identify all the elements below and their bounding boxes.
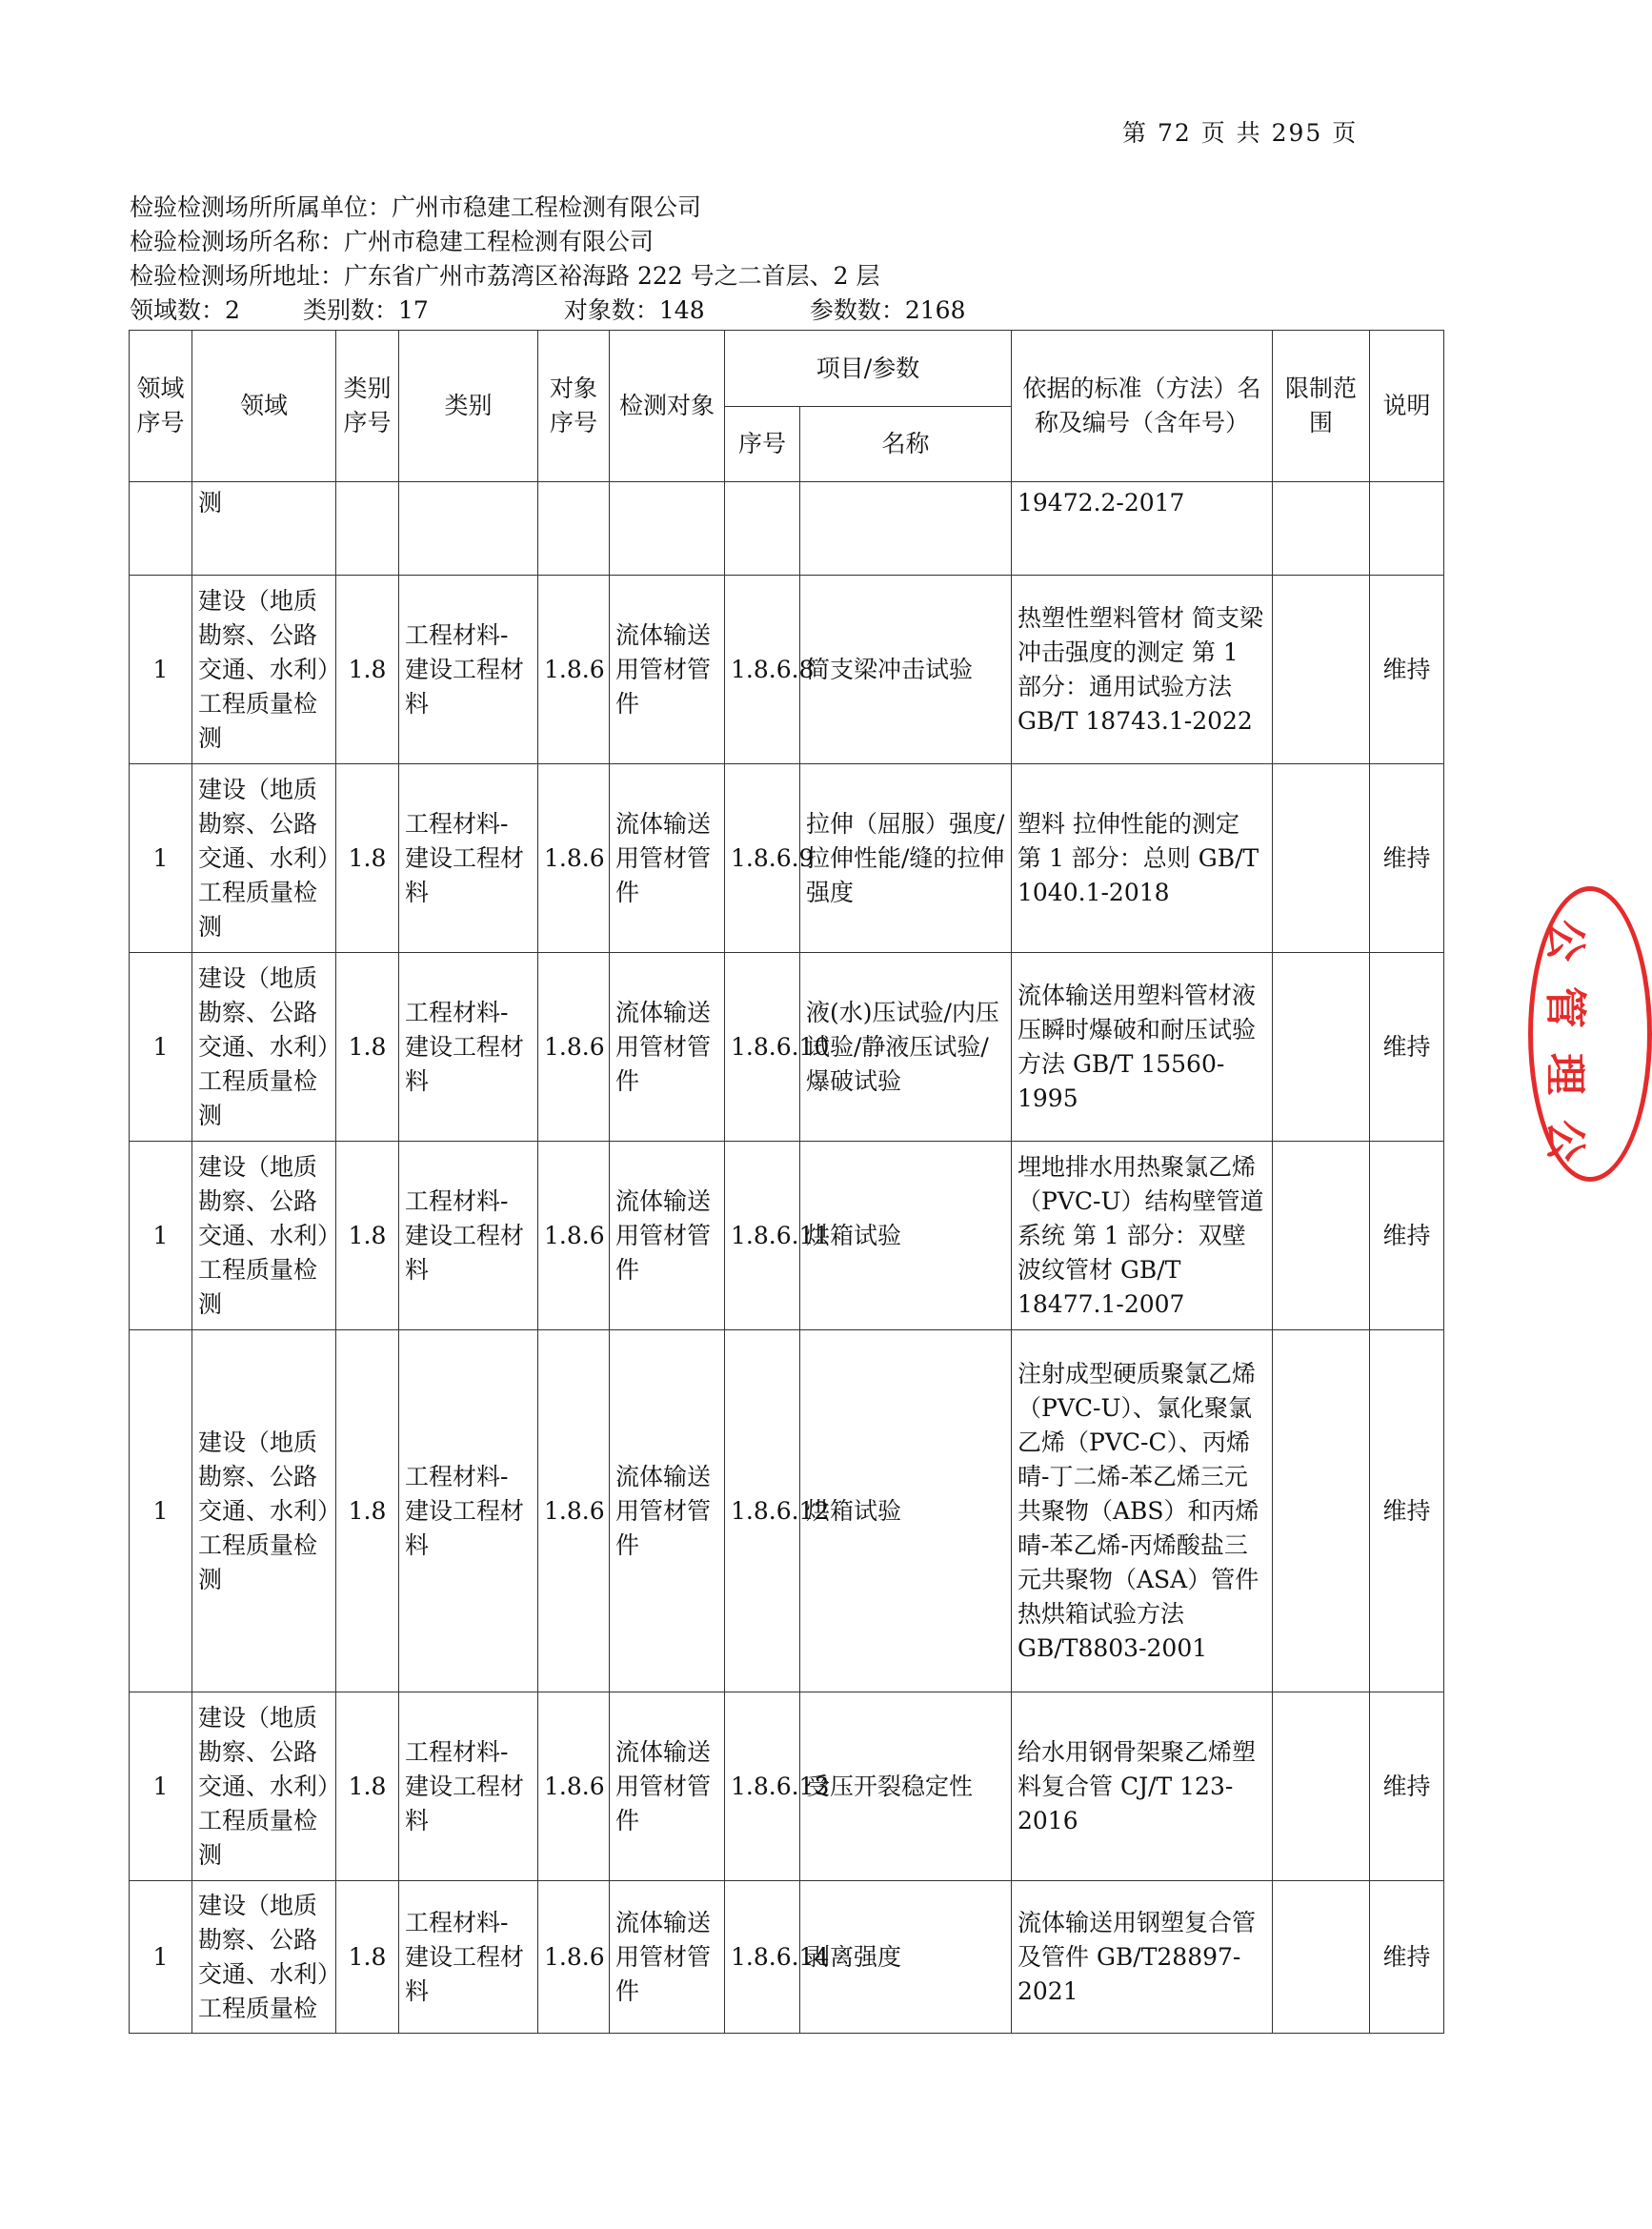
item-no-cell: 1.8.6.10 [725,953,800,1142]
domain-no-cell: 1 [130,764,192,953]
item-no-cell: 1.8.6.13 [725,1692,800,1881]
standard-cell: 注射成型硬质聚氯乙烯（PVC-U）、氯化聚氯乙烯（PVC-C）、丙烯晴-丁二烯-苯乙烯三元共聚物（ABS）和丙烯晴-苯乙烯-丙烯酸盐三元共聚物（ASA）管件热烘箱试验方法 GB/T8803-2001 [1012,1330,1273,1692]
item-no-cell [725,482,800,576]
domain-cell: 建设（地质勘察、公路交通、水利）工程质量检测 [192,953,336,1142]
header-unit: 检验检测场所所属单位：广州市稳建工程检测有限公司 [130,193,702,221]
header-name: 检验检测场所名称：广州市稳建工程检测有限公司 [130,228,655,255]
category-no-cell: 1.8 [336,1692,399,1881]
domain-no-cell [130,482,192,576]
note-cell: 维持 [1370,1142,1444,1330]
object-no-cell [538,482,610,576]
object-cell: 流体输送用管材管件 [610,1881,725,2034]
limit-cell [1273,482,1370,576]
domain-cell: 建设（地质勘察、公路交通、水利）工程质量检测 [192,1692,336,1881]
standard-cell: 热塑性塑料管材 简支梁冲击强度的测定 第 1 部分：通用试验方法 GB/T 18743.1-2022 [1012,576,1273,764]
header-standard: 依据的标准（方法）名称及编号（含年号） [1012,331,1273,482]
header-item-group: 项目/参数 [725,331,1012,407]
domain-no-cell: 1 [130,1692,192,1881]
standard-cell: 埋地排水用热聚氯乙烯（PVC-U）结构壁管道系统 第 1 部分：双壁波纹管材 GB/T 18477.1-2007 [1012,1142,1273,1330]
object-no-cell: 1.8.6 [538,953,610,1142]
note-cell: 维持 [1370,764,1444,953]
standard-cell: 流体输送用塑料管材液压瞬时爆破和耐压试验方法 GB/T 15560-1995 [1012,953,1273,1142]
item-no-cell: 1.8.6.14 [725,1881,800,2034]
count-objects: 对象数：148 [563,296,705,324]
category-cell: 工程材料-建设工程材料 [399,953,538,1142]
object-no-cell: 1.8.6 [538,764,610,953]
header-category: 类别 [399,331,538,482]
category-cell: 工程材料-建设工程材料 [399,764,538,953]
category-no-cell: 1.8 [336,1142,399,1330]
header-item-no: 序号 [725,407,800,482]
item-name-cell: 烘箱试验 [800,1142,1012,1330]
item-name-cell: 简支梁冲击试验 [800,576,1012,764]
domain-no-cell: 1 [130,953,192,1142]
object-cell: 流体输送用管材管件 [610,1330,725,1692]
standard-cell: 19472.2-2017 [1012,482,1273,576]
official-seal: 公 管 理 公 [1528,886,1652,1182]
standard-cell: 流体输送用钢塑复合管及管件 GB/T28897-2021 [1012,1881,1273,2034]
domain-no-cell: 1 [130,576,192,764]
domain-cell: 建设（地质勘察、公路交通、水利）工程质量检 [192,1881,336,2034]
document-header [130,191,965,328]
count-params: 参数数：2168 [809,296,966,324]
header-counts [130,294,965,328]
category-no-cell [336,482,399,576]
domain-cell: 建设（地质勘察、公路交通、水利）工程质量检测 [192,764,336,953]
table-row [130,1881,1444,2034]
category-no-cell: 1.8 [336,576,399,764]
header-limit: 限制范围 [1273,331,1370,482]
table-row [130,482,1444,576]
domain-cell: 测 [192,482,336,576]
standard-cell: 给水用钢骨架聚乙烯塑料复合管 CJ/T 123-2016 [1012,1692,1273,1881]
object-cell: 流体输送用管材管件 [610,1692,725,1881]
item-no-cell: 1.8.6.8 [725,576,800,764]
header-domain: 领域 [192,331,336,482]
header-category-no: 类别序号 [336,331,399,482]
category-no-cell: 1.8 [336,953,399,1142]
table-row [130,1692,1444,1881]
accreditation-table [129,330,1444,2034]
table-row [130,764,1444,953]
category-cell: 工程材料-建设工程材料 [399,1692,538,1881]
note-cell: 维持 [1370,1692,1444,1881]
table-row [130,576,1444,764]
object-no-cell: 1.8.6 [538,1330,610,1692]
header-object: 检测对象 [610,331,725,482]
standard-cell: 塑料 拉伸性能的测定 第 1 部分：总则 GB/T 1040.1-2018 [1012,764,1273,953]
domain-no-cell: 1 [130,1330,192,1692]
limit-cell [1273,1330,1370,1692]
object-no-cell: 1.8.6 [538,1881,610,2034]
note-cell [1370,482,1444,576]
limit-cell [1273,1142,1370,1330]
limit-cell [1273,764,1370,953]
category-cell: 工程材料-建设工程材料 [399,1881,538,2034]
category-cell: 工程材料-建设工程材料 [399,1142,538,1330]
object-cell: 流体输送用管材管件 [610,953,725,1142]
note-cell: 维持 [1370,953,1444,1142]
table-row [130,1142,1444,1330]
header-note: 说明 [1370,331,1444,482]
object-no-cell: 1.8.6 [538,1692,610,1881]
item-name-cell: 受压开裂稳定性 [800,1692,1012,1881]
note-cell: 维持 [1370,1330,1444,1692]
note-cell: 维持 [1370,1881,1444,2034]
limit-cell [1273,576,1370,764]
item-name-cell: 烘箱试验 [800,1330,1012,1692]
domain-cell: 建设（地质勘察、公路交通、水利）工程质量检测 [192,1142,336,1330]
domain-no-cell: 1 [130,1881,192,2034]
item-no-cell: 1.8.6.11 [725,1142,800,1330]
count-domains: 领域数：2 [130,296,240,324]
header-address: 检验检测场所地址：广东省广州市荔湾区裕海路 222 号之二首层、2 层 [130,262,880,290]
item-name-cell: 液(水)压试验/内压试验/静液压试验/爆破试验 [800,953,1012,1142]
object-cell [610,482,725,576]
category-no-cell: 1.8 [336,764,399,953]
header-domain-no: 领域序号 [130,331,192,482]
count-categories: 类别数：17 [302,296,429,324]
category-no-cell: 1.8 [336,1881,399,2034]
item-no-cell: 1.8.6.9 [725,764,800,953]
header-object-no: 对象序号 [538,331,610,482]
object-cell: 流体输送用管材管件 [610,1142,725,1330]
limit-cell [1273,1692,1370,1881]
table-row [130,1330,1444,1692]
object-cell: 流体输送用管材管件 [610,764,725,953]
header-item-name: 名称 [800,407,1012,482]
category-cell [399,482,538,576]
object-no-cell: 1.8.6 [538,576,610,764]
item-no-cell: 1.8.6.12 [725,1330,800,1692]
limit-cell [1273,953,1370,1142]
object-no-cell: 1.8.6 [538,1142,610,1330]
domain-cell: 建设（地质勘察、公路交通、水利）工程质量检测 [192,576,336,764]
item-name-cell: 拉伸（屈服）强度/拉伸性能/缝的拉伸强度 [800,764,1012,953]
domain-cell: 建设（地质勘察、公路交通、水利）工程质量检测 [192,1330,336,1692]
page-number: 第 72 页 共 295 页 [1122,119,1359,147]
table-row [130,953,1444,1142]
note-cell: 维持 [1370,576,1444,764]
category-no-cell: 1.8 [336,1330,399,1692]
category-cell: 工程材料-建设工程材料 [399,576,538,764]
object-cell: 流体输送用管材管件 [610,576,725,764]
item-name-cell: 剥离强度 [800,1881,1012,2034]
limit-cell [1273,1881,1370,2034]
item-name-cell [800,482,1012,576]
category-cell: 工程材料-建设工程材料 [399,1330,538,1692]
domain-no-cell: 1 [130,1142,192,1330]
